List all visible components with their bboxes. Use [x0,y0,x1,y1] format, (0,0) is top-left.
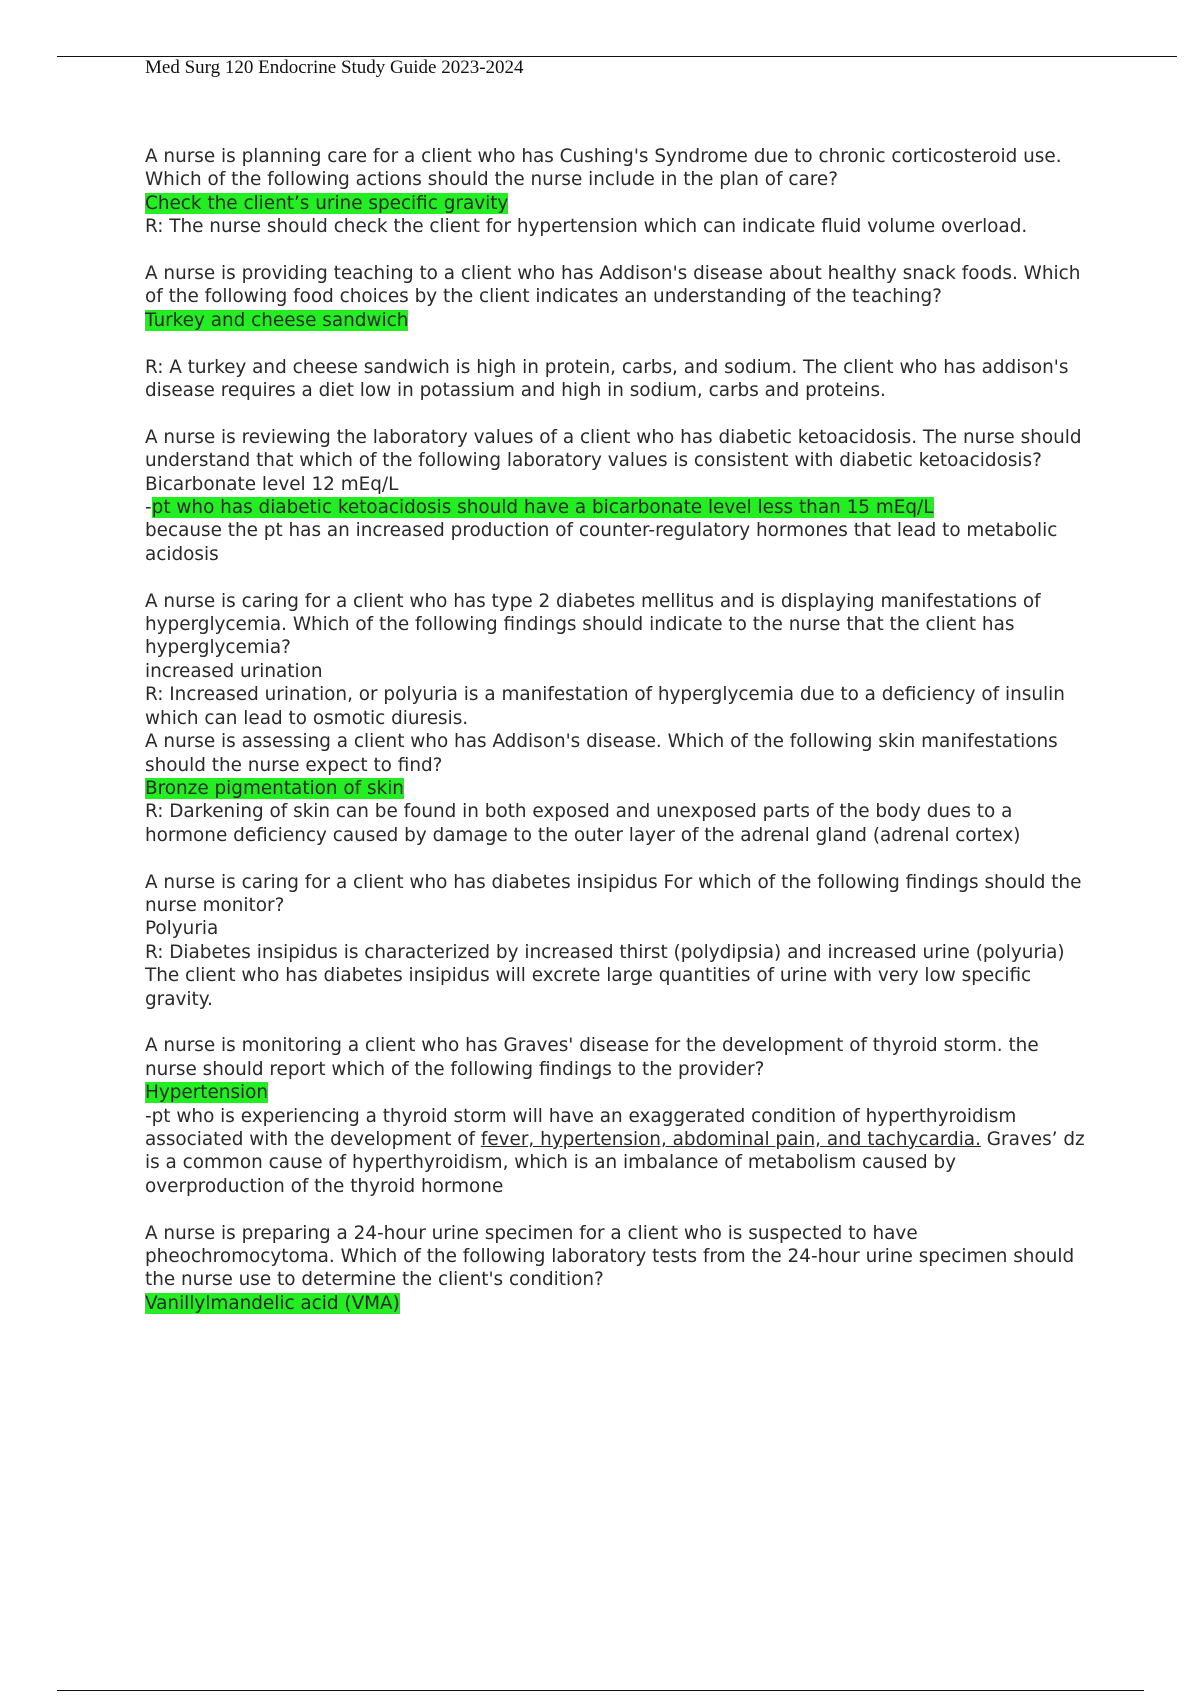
question-text: A nurse is preparing a 24-hour urine specimen for a client who is suspected to have pheochromocytoma. Which of the following laboratory tests from the 24-hour urine specimen should the nurse use to determine the client's condition? [145,1222,1075,1291]
rationale-underlined: fever, hypertension, abdominal pain, and tachycardia. [480,1128,981,1150]
question-text: A nurse is planning care for a client who has Cushing's Syndrome due to chronic corticosteroid use. Which of the following actions should the nurse include in the plan of care? [145,146,1062,191]
question-block-cushings [145,145,1090,239]
answer-text [145,1081,1090,1104]
question-text: A nurse is assessing a client who has Addison's disease. Which of the following skin manifestations should the nurse expect to find? [145,731,1058,776]
question-block-dka [145,426,1090,566]
answer-text [145,777,1090,800]
question-block-pheochromocytoma [145,1222,1090,1316]
rationale-text: R: Darkening of skin can be found in both exposed and unexposed parts of the body dues to a hormone deficiency caused by damage to the outer layer of the adrenal gland (adrenal cortex) [145,801,1021,846]
question-text: A nurse is providing teaching to a client who has Addison's disease about healthy snack foods. Which of the following food choices by the client indicates an understanding of the teaching? [145,263,1081,308]
answer-text: increased urination [145,660,323,682]
rationale-text [145,496,1090,519]
question-text: A nurse is monitoring a client who has Graves' disease for the development of thyroid storm. the nurse should report which of the following findings to the provider? [145,1035,1039,1080]
answer-text: Bicarbonate level 12 mEq/L [145,473,399,495]
answer-text: Polyuria [145,918,219,940]
answer-highlight: Check the client’s urine specific gravity [145,192,509,214]
rationale-highlight: pt who has diabetic ketoacidosis should have a bicarbonate level less than 15 mEq/L [151,497,934,519]
answer-text [145,192,1090,215]
question-block-addisons-skin [145,730,1090,847]
question-block-addisons-snack [145,262,1090,402]
rationale-text: R: Diabetes insipidus is characterized by increased thirst (polydipsia) and increased urine (polyuria) The client who has diabetes insipidus will excrete large quantities of urine with very low specific gravity. [145,941,1065,1010]
document-title: Med Surg 120 Endocrine Study Guide 2023-2024 [145,57,524,78]
study-guide-content [145,145,1090,1339]
rationale-pre: -pt who is experiencing a thyroid storm will have an exaggerated condition of hyperthyroidism associated with the development of [145,1105,1017,1150]
question-block-graves [145,1034,1090,1198]
rationale-text: R: The nurse should check the client for hypertension which can indicate fluid volume overload. [145,216,1028,238]
rationale-text: R: A turkey and cheese sandwich is high in protein, carbs, and sodium. The client who has addison's disease requires a diet low in potassium and high in sodium, carbs and proteins. [145,356,1069,402]
rationale-post: Graves’ dz is a common cause of hyperthyroidism, which is an imbalance of metabolism caused by overproduction of the thyroid hormone [145,1128,1085,1197]
question-block-diabetes-insipidus [145,871,1090,1011]
question-text: A nurse is caring for a client who has type 2 diabetes mellitus and is displaying manifestations of hyperglycemia. Which of the following findings should indicate to the nurse that the client has hyperglycemia? [145,590,1041,659]
rationale-text [145,1105,1090,1199]
footer-rule [57,1690,1144,1691]
question-block-hyperglycemia [145,590,1090,730]
spacer [145,332,1090,355]
answer-highlight: Vanillylmandelic acid (VMA) [145,1292,400,1314]
answer-text [145,1292,1090,1315]
answer-highlight: Hypertension [145,1082,269,1104]
rationale-prefix: - [145,497,152,519]
rationale-continuation: because the pt has an increased production of counter-regulatory hormones that lead to metabolic acidosis [145,520,1058,565]
question-text: A nurse is caring for a client who has diabetes insipidus For which of the following findings should the nurse monitor? [145,871,1082,916]
rationale-text: R: Increased urination, or polyuria is a manifestation of hyperglycemia due to a deficiency of insulin which can lead to osmotic diuresis. [145,684,1065,729]
answer-text [145,309,1090,332]
answer-highlight: Turkey and cheese sandwich [145,309,409,331]
question-text: A nurse is reviewing the laboratory values of a client who has diabetic ketoacidosis. The nurse should understand that which of the following laboratory values is consistent with diabetic ketoacidosis? [145,426,1082,472]
answer-highlight: Bronze pigmentation of skin [145,777,404,799]
